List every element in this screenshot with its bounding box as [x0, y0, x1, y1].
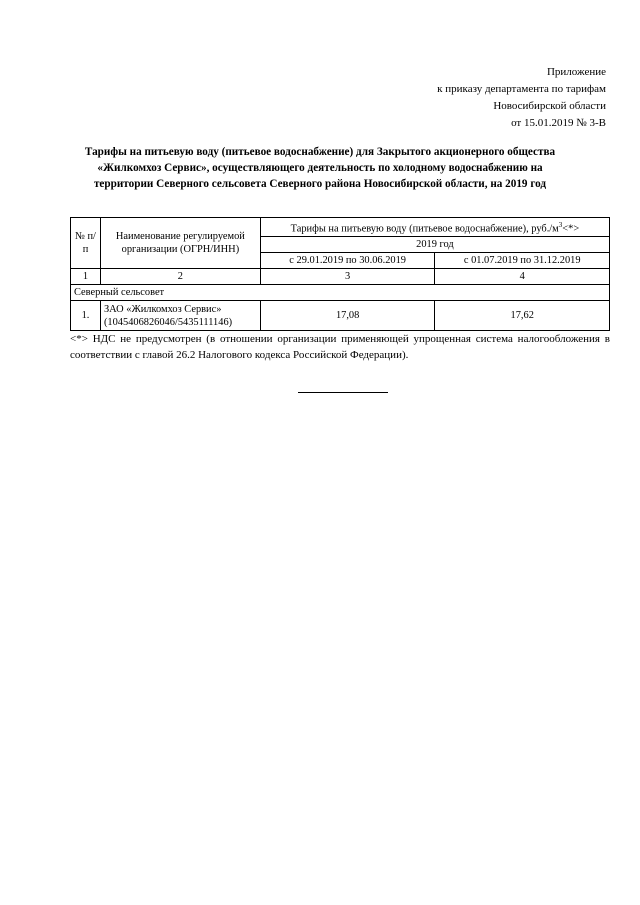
- header-period-2: с 01.07.2019 по 31.12.2019: [435, 253, 610, 269]
- document-title: Тарифы на питьевую воду (питьевое водоснабжение) для Закрытого акционерного общества «Жилкомхоз Сервис», осуществляющего деятельность по холодному водоснабжению на территории Северного сельсовета Северного района Новосибирской области, на 2019 год: [84, 146, 556, 190]
- index-cell: 2: [100, 269, 260, 285]
- row-tariff-period-1: 17,08: [260, 301, 435, 331]
- section-title: Северный сельсовет: [71, 285, 610, 301]
- header-tariff: [260, 218, 609, 237]
- tariff-table: [70, 217, 610, 331]
- header-organization: Наименование регулируемой организации (ОГРН/ИНН): [100, 218, 260, 269]
- row-number: 1.: [71, 301, 101, 331]
- header-period-1: с 29.01.2019 по 30.06.2019: [260, 253, 435, 269]
- table-index-row: [71, 269, 610, 285]
- header-tariff-text: Тарифы на питьевую воду (питьевое водоснабжение), руб./м: [290, 223, 559, 235]
- header-tariff-suffix: <*>: [562, 223, 580, 235]
- index-cell: 1: [71, 269, 101, 285]
- appendix-line-3: Новосибирской области: [493, 100, 606, 112]
- end-divider: [298, 392, 388, 393]
- org-ids: (1045406826046/5435111146): [103, 316, 233, 328]
- table-row: [71, 301, 610, 331]
- footnote: <*> НДС не предусмотрен (в отношении организации применяющей упрощенная система налогообложения в соответствии с главой 26.2 Налогового кодекса Российской Федерации).: [70, 333, 610, 361]
- index-cell: 3: [260, 269, 435, 285]
- index-cell: 4: [435, 269, 610, 285]
- org-name: ЗАО «Жилкомхоз Сервис»: [103, 303, 222, 315]
- appendix-header: [437, 64, 606, 132]
- table-section-row: [71, 285, 610, 301]
- header-tariff-sup: 3: [558, 221, 563, 229]
- table-header-row-1: [71, 218, 610, 237]
- appendix-line-2: к приказу департамента по тарифам: [437, 83, 606, 95]
- row-organization: [100, 301, 260, 331]
- appendix-line-4: от 15.01.2019 № 3-В: [511, 117, 606, 129]
- header-number: № п/п: [71, 218, 101, 269]
- row-tariff-period-2: 17,62: [435, 301, 610, 331]
- header-year: 2019 год: [260, 237, 609, 253]
- appendix-line-1: Приложение: [546, 66, 606, 78]
